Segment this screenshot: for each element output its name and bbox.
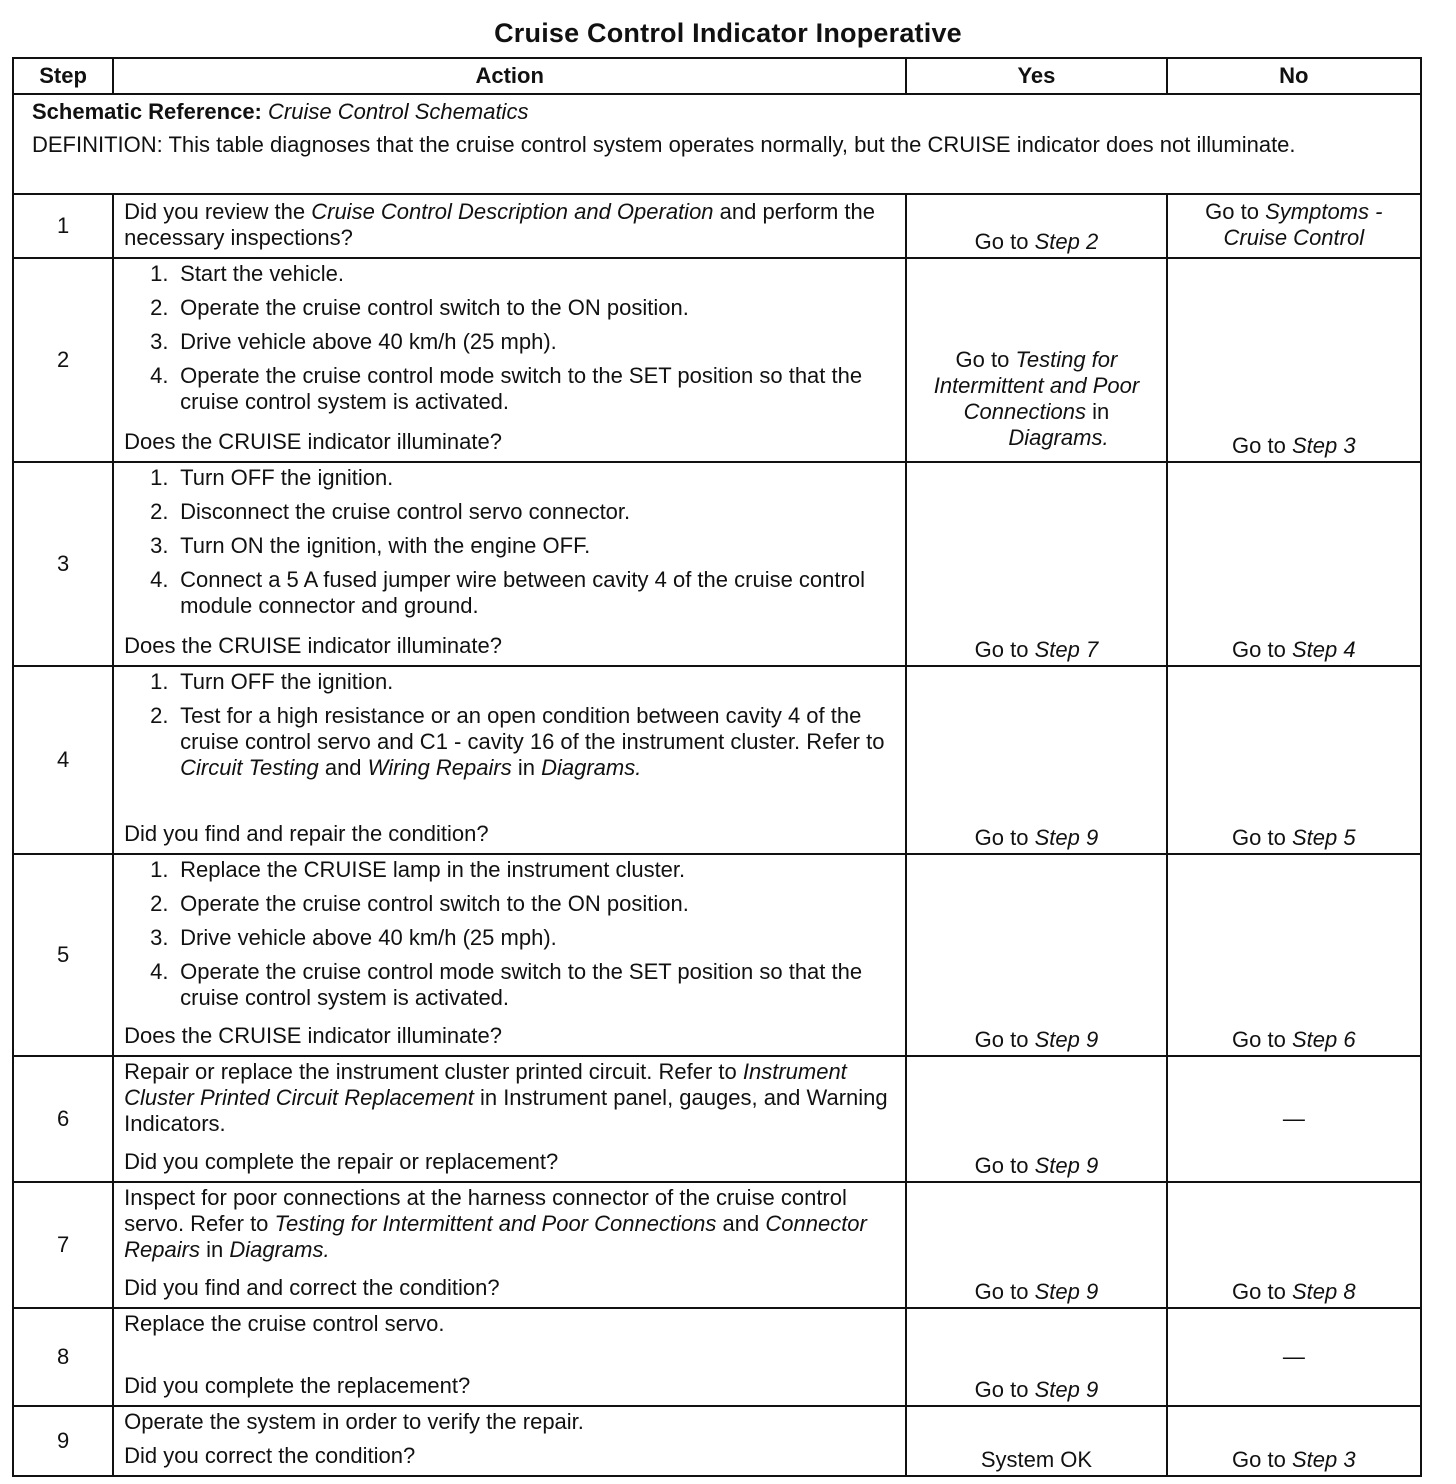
step-number: 9: [13, 1406, 113, 1476]
procedure-list: [124, 261, 895, 415]
yes-link: Step 9: [1034, 1279, 1099, 1304]
yes-cell: [906, 258, 1166, 462]
step-number: 3: [13, 462, 113, 666]
no-link: Step 4: [1291, 637, 1356, 662]
no-link: Symptoms - Cruise Control: [1223, 199, 1383, 250]
action-text: [124, 199, 895, 251]
no-text: Go to: [1232, 433, 1292, 458]
header-row: [13, 58, 1421, 94]
action-text-part: Repair or replace the instrument cluster printed circuit. Refer to: [124, 1059, 743, 1084]
yes-link: Step 2: [1034, 229, 1099, 254]
action-text-part: Inspect for poor connections at the harness connector of the cruise control servo. Refer to: [124, 1185, 847, 1236]
list-item: 3. Drive vehicle above 40 km/h (25 mph).: [150, 329, 557, 354]
list-item: 1. Replace the CRUISE lamp in the instrument cluster.: [150, 857, 686, 882]
yes-link: Diagrams.: [1008, 425, 1109, 450]
no-cell: [1167, 1182, 1421, 1308]
list-item: 4. Operate the cruise control mode switch to the SET position so that the cruise control system is activated.: [150, 363, 863, 414]
yes-link: Testing for Intermittent and Poor Connections: [933, 347, 1140, 424]
no-text: Go to: [1232, 637, 1292, 662]
no-link: Step 3: [1291, 1447, 1356, 1472]
action-text-part: in: [199, 1237, 230, 1262]
definition-text: DEFINITION: This table diagnoses that the cruise control system operates normally, but the CRUISE indicator does not illuminate.: [32, 132, 1296, 157]
action-text-part: and: [716, 1211, 766, 1236]
no-text: Go to: [1232, 1027, 1292, 1052]
list-item: 2. Test for a high resistance or an open condition between cavity 4 of the cruise control servo and C1 - cavity 16 of the instrument cluster. Refer to Circuit Testing and Wiring Repairs in Diagrams.: [150, 703, 885, 780]
action-cell: [113, 258, 906, 462]
question-text: Did you correct the condition?: [124, 1443, 416, 1468]
question-text: Did you complete the repair or replacement?: [124, 1149, 559, 1174]
action-text: Replace the cruise control servo.: [124, 1311, 445, 1336]
yes-cell: [906, 1308, 1166, 1406]
action-text-ref: Instrument Cluster Printed Circuit Replacement: [124, 1059, 847, 1110]
list-item: 2. Disconnect the cruise control servo connector.: [150, 499, 631, 524]
action-text-ref: Diagrams.: [229, 1237, 330, 1262]
list-item: 4. Connect a 5 A fused jumper wire between cavity 4 of the cruise control module connector and ground.: [150, 567, 865, 618]
table-row: [13, 1308, 1421, 1406]
schematic-reference: [32, 99, 1402, 125]
step-number: 8: [13, 1308, 113, 1406]
yes-text: Go to: [974, 1153, 1035, 1178]
action-text-part: Did you review the: [124, 199, 312, 224]
list-item: 3. Drive vehicle above 40 km/h (25 mph).: [150, 925, 557, 950]
no-text: Go to: [1232, 1447, 1292, 1472]
list-item: 1. Turn OFF the ignition.: [150, 465, 394, 490]
yes-link: Step 9: [1034, 825, 1099, 850]
yes-cell: [906, 666, 1166, 854]
question-text: Did you find and correct the condition?: [124, 1275, 500, 1300]
schematic-label: Schematic Reference:: [32, 99, 262, 124]
yes-text: Go to: [974, 825, 1035, 850]
question-text: Does the CRUISE indicator illuminate?: [124, 633, 502, 658]
step-number: 2: [13, 258, 113, 462]
yes-link: Step 7: [1034, 637, 1099, 662]
no-cell: [1167, 1406, 1421, 1476]
yes-cell: [906, 1182, 1166, 1308]
step-number: 6: [13, 1056, 113, 1182]
table-row: [13, 194, 1421, 258]
yes-cell: System OK: [906, 1406, 1166, 1476]
step-number: 5: [13, 854, 113, 1056]
yes-text: Go to: [974, 1279, 1035, 1304]
yes-cell: [906, 194, 1166, 258]
action-cell: [113, 666, 906, 854]
table-row: [13, 854, 1421, 1056]
no-link: Step 3: [1291, 433, 1356, 458]
no-link: Step 6: [1291, 1027, 1356, 1052]
action-text: [124, 1059, 895, 1137]
action-cell: [113, 1406, 906, 1476]
procedure-list: [124, 857, 895, 1011]
action-cell: [113, 854, 906, 1056]
yes-text: Go to: [955, 347, 1016, 372]
yes-cell: [906, 1056, 1166, 1182]
step-number: 1: [13, 194, 113, 258]
action-cell: [113, 1056, 906, 1182]
diagnostic-table: [12, 57, 1422, 1477]
action-text-ref: Connector Repairs: [124, 1211, 867, 1262]
table-row: [13, 1056, 1421, 1182]
definition-row: [13, 94, 1421, 194]
yes-text: Go to: [974, 229, 1035, 254]
yes-link: Step 9: [1034, 1153, 1099, 1178]
no-cell: [1167, 462, 1421, 666]
page-title: Cruise Control Indicator Inoperative: [494, 18, 962, 48]
no-link: Step 8: [1291, 1279, 1356, 1304]
yes-link: Step 9: [1034, 1027, 1099, 1052]
question-text: Does the CRUISE indicator illuminate?: [124, 429, 502, 454]
question-text: Did you complete the replacement?: [124, 1373, 471, 1398]
header-action: Action: [113, 58, 906, 94]
no-text: Go to: [1232, 1279, 1292, 1304]
table-row: [13, 258, 1421, 462]
question-text: Did you find and repair the condition?: [124, 821, 489, 846]
action-text-ref: Cruise Control Description and Operation: [311, 199, 714, 224]
header-step: Step: [13, 58, 113, 94]
action-cell: [113, 1308, 906, 1406]
procedure-list: [124, 465, 895, 619]
yes-cell: [906, 854, 1166, 1056]
no-cell: [1167, 194, 1421, 258]
yes-text: in: [1085, 399, 1110, 424]
action-text-part: and perform the necessary inspections?: [124, 199, 875, 250]
header-no: No: [1167, 58, 1421, 94]
header-yes: Yes: [906, 58, 1166, 94]
table-row: [13, 462, 1421, 666]
yes-text: Go to: [974, 1027, 1035, 1052]
yes-text: Go to: [974, 1377, 1035, 1402]
step-number: 4: [13, 666, 113, 854]
list-item: 3. Turn ON the ignition, with the engine OFF.: [150, 533, 591, 558]
yes-link: Step 9: [1034, 1377, 1099, 1402]
action-text-ref: Testing for Intermittent and Poor Connections: [274, 1211, 717, 1236]
procedure-list: [124, 669, 895, 781]
action-text: [124, 1185, 895, 1263]
action-text-part: in Instrument panel, gauges, and Warning Indicators.: [124, 1085, 888, 1136]
schematic-link: Cruise Control Schematics: [268, 99, 529, 124]
no-cell: [1167, 854, 1421, 1056]
no-cell: [1167, 258, 1421, 462]
action-cell: [113, 194, 906, 258]
no-text: Go to: [1205, 199, 1266, 224]
table-row: [13, 1182, 1421, 1308]
table-row: [13, 1406, 1421, 1476]
list-item: 2. Operate the cruise control switch to the ON position.: [150, 891, 689, 916]
action-cell: [113, 462, 906, 666]
yes-text: Go to: [974, 637, 1035, 662]
no-cell: —: [1167, 1308, 1421, 1406]
step-number: 7: [13, 1182, 113, 1308]
no-link: Step 5: [1291, 825, 1356, 850]
no-text: Go to: [1232, 825, 1292, 850]
action-text: Operate the system in order to verify the repair.: [124, 1409, 584, 1434]
list-item: 4. Operate the cruise control mode switch to the SET position so that the cruise control system is activated.: [150, 959, 863, 1010]
question-text: Does the CRUISE indicator illuminate?: [124, 1023, 502, 1048]
list-item: 1. Start the vehicle.: [150, 261, 345, 286]
table-row: [13, 666, 1421, 854]
yes-cell: [906, 462, 1166, 666]
no-cell: —: [1167, 1056, 1421, 1182]
action-cell: [113, 1182, 906, 1308]
list-item: 1. Turn OFF the ignition.: [150, 669, 394, 694]
list-item: 2. Operate the cruise control switch to the ON position.: [150, 295, 689, 320]
definition-cell: [13, 94, 1421, 194]
no-cell: [1167, 666, 1421, 854]
